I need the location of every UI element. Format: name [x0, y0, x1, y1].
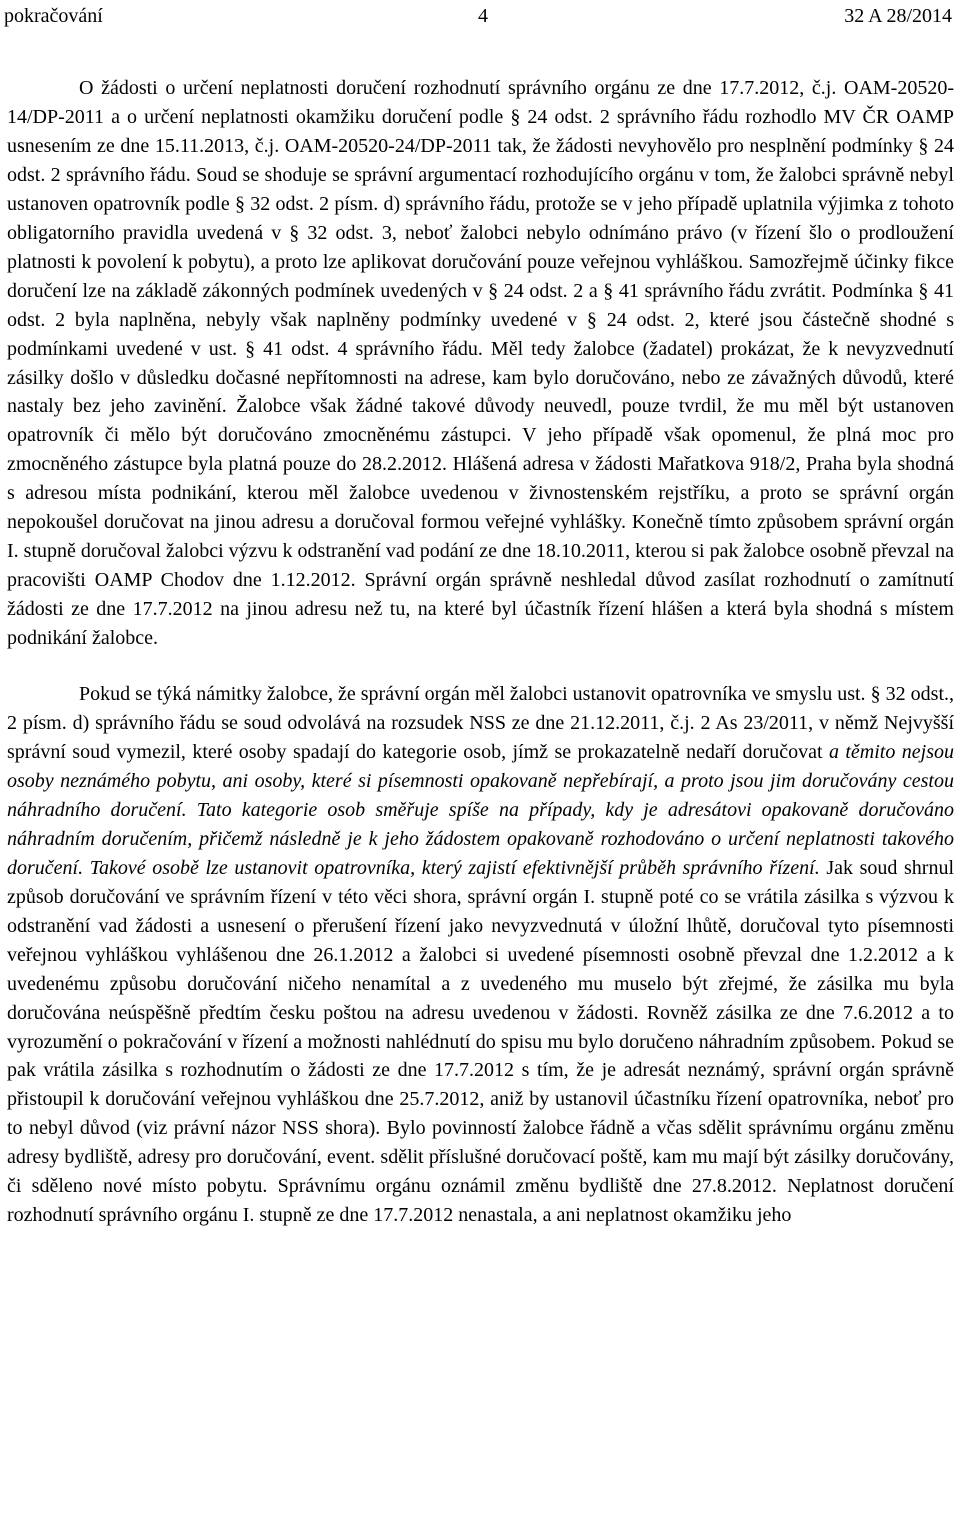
- document-body: [7, 74, 954, 1230]
- page-header: [4, 2, 952, 30]
- paragraph-1: [7, 74, 954, 653]
- paragraph-2-quote: a těmito nejsou osoby neznámého pobytu, ani osoby, které si písemnosti opakovaně nepřebírají, a proto jsou jim doručovány cestou náhradního doručení. Tato kategorie osob směřuje spíše na případy, kdy je adresátovi opakovaně doručováno náhradním doručením, přičemž následně je k jeho žádostem opakovaně rozhodováno o určení neplatnosti takového doručení. Takové osobě lze ustanovit opatrovníka, který zajistí efektivnější průběh správního řízení.: [7, 740, 954, 879]
- header-case-number: 32 A 28/2014: [844, 5, 952, 27]
- paragraph-2-text-start: Pokud se týká námitky žalobce, že správní orgán měl žalobci ustanovit opatrovníka ve smyslu ust. § 32 odst., 2 písm. d) správního řádu se soud odvolává na rozsudek NSS ze dne 21.12.2011, č.j. 2 As 23/2011, v němž Nejvyšší správní soud vymezil, které osoby spadají do kategorie osob, jímž se prokazatelně nedaří doručovat: [7, 683, 954, 763]
- header-continuation-label: pokračování: [4, 5, 103, 27]
- header-page-number: 4: [478, 5, 488, 27]
- paragraph-2-text-end: Jak soud shrnul způsob doručování ve správním řízení v této věci shora, správní orgán I. stupně poté co se vrátila zásilka s výzvou k odstranění vad žádosti a usnesení o přerušení řízení jako nevyzvednutá v úložní lhůtě, doručoval tyto písemnosti veřejnou vyhláškou vyhlášenou dne 26.1.2012 a žalobci si uvedené písemnosti osobně převzal dne 1.2.2012 a k uvedenému způsobu doručování ničeho nenamítal a z uvedeného mu muselo být zřejmé, že zásilka mu byla doručována neúspěšně předtím česku poštou na adresu uvedenou v žádosti. Rovněž zásilka ze dne 7.6.2012 a to vyrozumění o pokračování v řízení a možnosti nahlédnutí do spisu mu bylo doručeno náhradním způsobem. Pokud se pak vrátila zásilka s rozhodnutím o žádosti ze dne 17.7.2012 s tím, že je adresát neznámý, správní orgán správně přistoupil k doručování veřejnou vyhláškou dne 25.7.2012, aniž by ustanovil účastníku řízení opatrovníka, neboť pro to nebyl důvod (viz právní názor NSS shora). Bylo povinností žalobce řádně a včas sdělit správnímu orgánu změnu adresy bydliště, adresy pro doručování, event. sdělit příslušné doručovací poště, kam mu mají být zásilky doručovány, či sděleno nové místo pobytu. Správnímu orgánu oznámil změnu bydliště dne 27.8.2012. Neplatnost doručení rozhodnutí správního orgánu I. stupně ze dne 17.7.2012 nenastala, a ani neplatnost okamžiku jeho: [7, 856, 954, 1227]
- paragraph-1-text: O žádosti o určení neplatnosti doručení rozhodnutí správního orgánu ze dne 17.7.2012, č.j. OAM-20520-14/DP-2011 a o určení neplatnosti okamžiku doručení podle § 24 odst. 2 správního řádu rozhodlo MV ČR OAMP usnesením ze dne 15.11.2013, č.j. OAM-20520-24/DP-2011 tak, že žádosti nevyhovělo pro nesplnění podmínky § 24 odst. 2 správního řádu. Soud se shoduje se správní argumentací rozhodujícího orgánu v tom, že žalobci správně nebyl ustanoven opatrovník podle § 32 odst. 2 písm. d) správního řádu, protože se v jeho případě uplatnila výjimka z tohoto obligatorního pravidla uvedená v § 32 odst. 3, neboť žalobci nebylo odnímáno právo (v řízení šlo o prodloužení platnosti k povolení k pobytu), a proto lze aplikovat doručování pouze veřejnou vyhláškou. Samozřejmě účinky fikce doručení lze na základě zákonných podmínek uvedených v § 24 odst. 2 a § 41 správního řádu zvrátit. Podmínka § 41 odst. 2 byla naplněna, nebyly však naplněny podmínky uvedené v § 24 odst. 2, které jsou částečně shodné s podmínkami uvedené v ust. § 41 odst. 4 správního řádu. Měl tedy žalobce (žadatel) prokázat, že k nevyzvednutí zásilky došlo v důsledku dočasné nepřítomnosti na adrese, kam bylo doručováno, nebo ze závažných důvodů, které nastaly bez jeho zavinění. Žalobce však žádné takové důvody neuvedl, pouze tvrdil, že mu měl být ustanoven opatrovník či mělo být doručováno zmocněnému zástupci. V jeho případě však opomenul, že plná moc pro zmocněného zástupce byla platná pouze do 28.2.2012. Hlášená adresa v žádosti Mařatkova 918/2, Praha byla shodná s adresou místa podnikání, kterou měl žalobce uvedenou v živnostenském rejstříku, a proto se správní orgán nepokoušel doručovat na jinou adresu a doručoval formou veřejné vyhlášky. Konečně tímto způsobem správní orgán I. stupně doručoval žalobci výzvu k odstranění vad podání ze dne 18.10.2011, kterou si pak žalobce osobně převzal na pracovišti OAMP Chodov dne 1.12.2012. Správní orgán správně neshledal důvod zasílat rozhodnutí o zamítnutí žádosti ze dne 17.7.2012 na jinou adresu než tu, na které byl účastník řízení hlášen a která byla shodná s místem podnikání žalobce.: [7, 77, 954, 650]
- paragraph-2: [7, 680, 954, 1230]
